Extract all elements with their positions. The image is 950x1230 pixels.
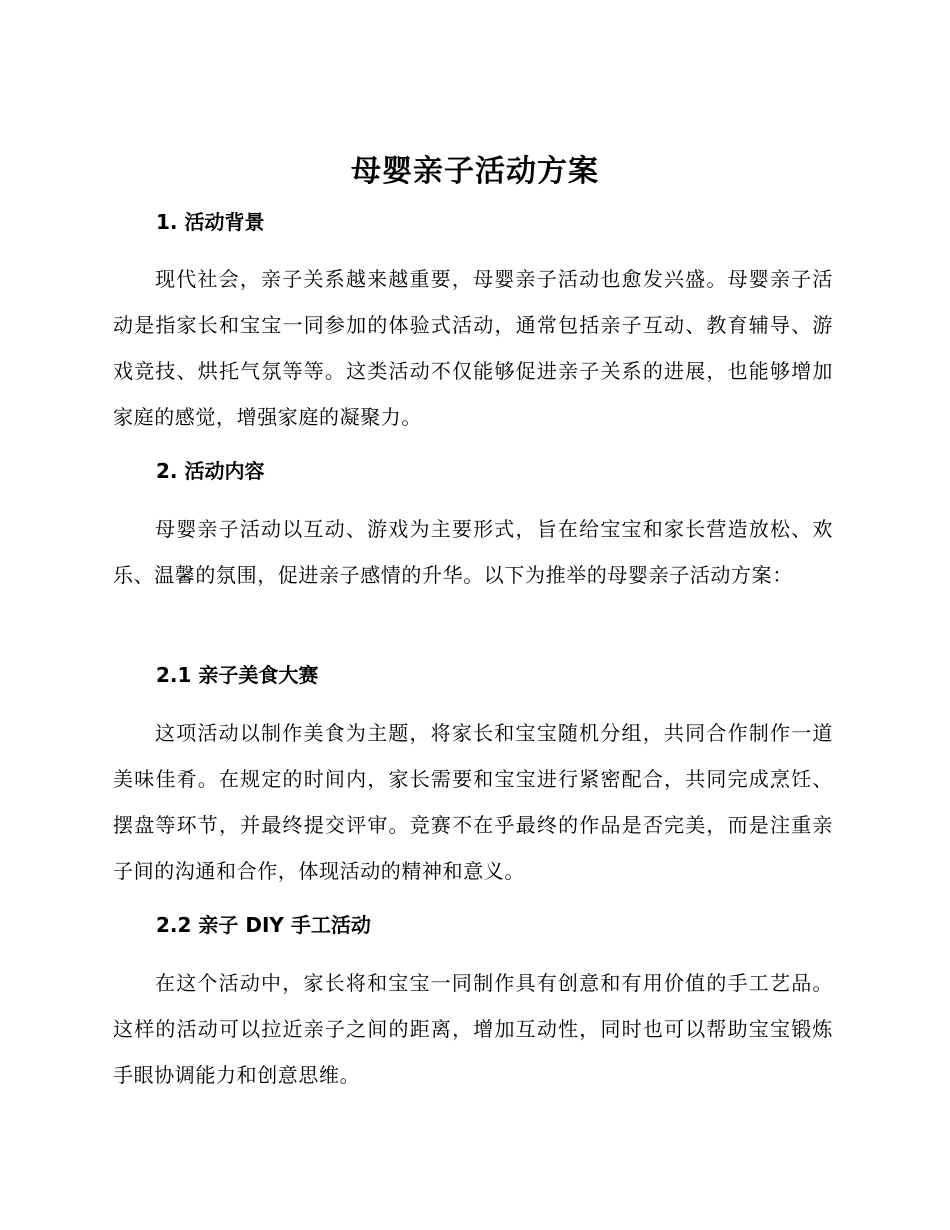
section-paragraph-food-contest: 这项活动以制作美食为主题，将家长和宝宝随机分组，共同合作制作一道美味佳肴。在规定的时间内，家长需要和宝宝进行紧密配合，共同完成烹饪、摆盘等环节，并最终提交评审。竞赛不在乎最终的作品是否完美，而是注重亲子间的沟通和合作，体现活动的精神和意义。 [113, 721, 833, 883]
section-heading-diy-craft: 2.2 亲子 DIY 手工活动 [156, 913, 371, 937]
section-paragraph-content: 母婴亲子活动以互动、游戏为主要形式，旨在给宝宝和家长营造放松、欢乐、温馨的氛围，促进亲子感情的升华。以下为推举的母婴亲子活动方案： [113, 517, 833, 587]
section-heading-background: 1. 活动背景 [156, 210, 265, 234]
document-title: 母婴亲子活动方案 [351, 154, 599, 189]
section-paragraph-diy-craft: 在这个活动中，家长将和宝宝一同制作具有创意和有用价值的手工艺品。这样的活动可以拉近亲子之间的距离，增加互动性，同时也可以帮助宝宝锻炼手眼协调能力和创意思维。 [113, 971, 833, 1087]
section-paragraph-background: 现代社会，亲子关系越来越重要，母婴亲子活动也愈发兴盛。母婴亲子活动是指家长和宝宝一同参加的体验式活动，通常包括亲子互动、教育辅导、游戏竞技、烘托气氛等等。这类活动不仅能够促进亲子关系的进展，也能够增加家庭的感觉，增强家庭的凝聚力。 [113, 267, 833, 429]
section-heading-content: 2. 活动内容 [156, 459, 265, 483]
section-heading-food-contest: 2.1 亲子美食大赛 [156, 663, 319, 687]
